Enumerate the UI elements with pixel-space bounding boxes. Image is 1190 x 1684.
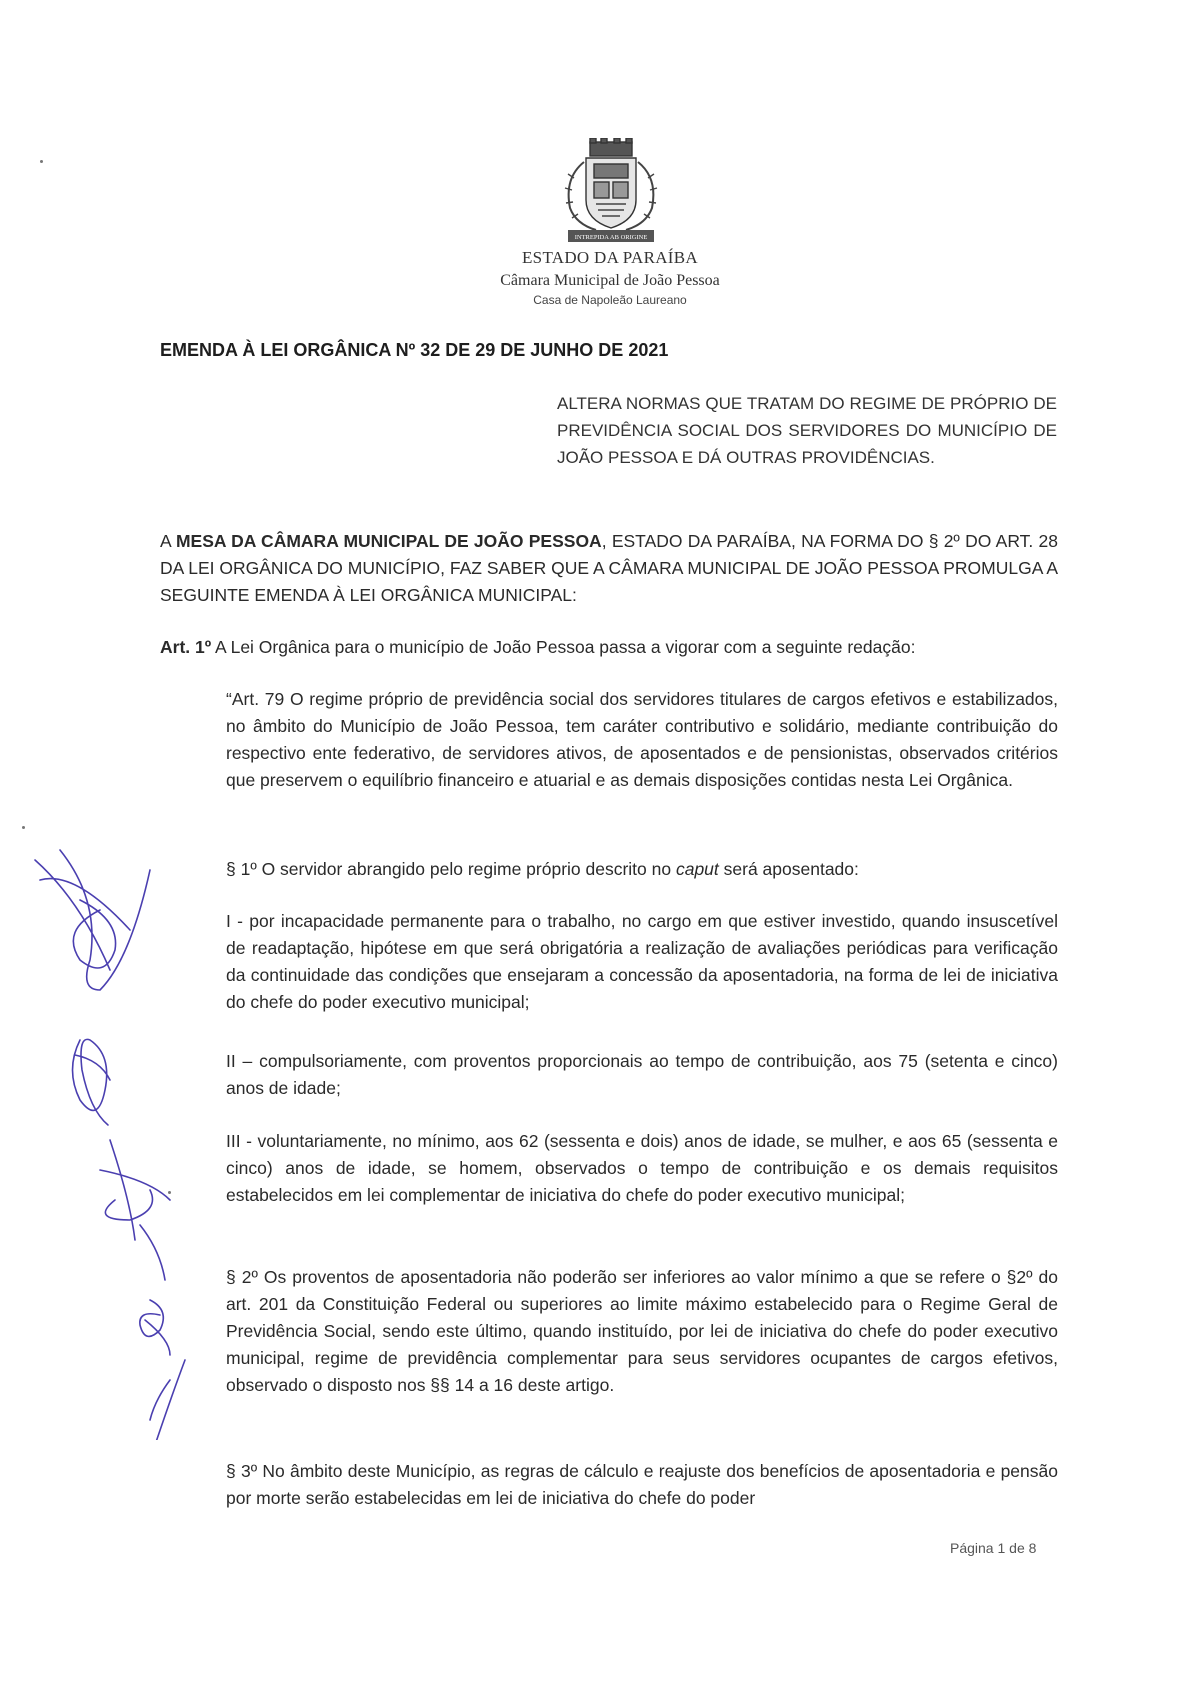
page-number: Página 1 de 8 bbox=[950, 1540, 1037, 1556]
preamble-rest: , ESTADO DA PARAÍBA, NA FORMA DO § 2º DO ART. 28 DA LEI ORGÂNICA DO MUNICÍPIO, FAZ SABER QUE A CÂMARA MUNICIPAL DE JOÃO PESSOA PROMULGA A SEGUINTE EMENDA À LEI ORGÂNICA MUNICIPAL: bbox=[160, 531, 1058, 605]
signature-initials-icon bbox=[20, 840, 190, 1440]
stray-mark bbox=[168, 1191, 171, 1194]
preamble-bold: MESA DA CÂMARA MUNICIPAL DE JOÃO PESSOA bbox=[175, 531, 602, 551]
header-house: Casa de Napoleão Laureano bbox=[533, 293, 687, 307]
paragraph-1-italic: caput bbox=[675, 859, 719, 879]
inciso-1: I - por incapacidade permanente para o trabalho, no cargo em que estiver investido, quando insuscetível de readaptação, hipótese em que será obrigatória a realização de avaliações periódicas para verificação da continuidade das condições que ensejaram a concessão da aposentadoria, na forma de lei de iniciativa do chefe do poder executivo municipal; bbox=[226, 911, 1058, 1012]
article-79: “Art. 79 O regime próprio de previdência social dos servidores titulares de cargos efetivos e estabilizados, no âmbito do Município de João Pessoa, tem caráter contributivo e solidário, mediante contribuição do respectivo ente federativo, de servidores ativos, de aposentados e de pensionistas, observados critérios que preservem o equilíbrio financeiro e atuarial e as demais disposições contidas nesta Lei Orgânica. bbox=[226, 689, 1058, 790]
preamble-start: A bbox=[160, 531, 176, 551]
preamble bbox=[160, 528, 1058, 609]
coat-of-arms-icon bbox=[556, 138, 666, 244]
paragraph-1-after: será aposentado: bbox=[718, 859, 859, 879]
document-title: EMENDA À LEI ORGÂNICA Nº 32 DE 29 DE JUNHO DE 2021 bbox=[160, 340, 669, 360]
article-1-text: A Lei Orgânica para o município de João Pessoa passa a vigorar com a seguinte redação: bbox=[211, 637, 916, 657]
ementa: ALTERA NORMAS QUE TRATAM DO REGIME DE PRÓPRIO DE PREVIDÊNCIA SOCIAL DOS SERVIDORES DO MUNICÍPIO DE JOÃO PESSOA E DÁ OUTRAS PROVIDÊNCIAS. bbox=[557, 394, 1057, 467]
stray-mark bbox=[22, 826, 25, 829]
paragraph-1 bbox=[226, 856, 1058, 883]
inciso-3: III - voluntariamente, no mínimo, aos 62 (sessenta e dois) anos de idade, se mulher, e aos 65 (sessenta e cinco) anos de idade, se homem, observados o tempo de contribuição e os demais requisitos estabelecidos em lei complementar de iniciativa do chefe do poder executivo municipal; bbox=[226, 1131, 1058, 1205]
article-1-label: Art. 1º bbox=[160, 637, 212, 657]
paragraph-3: § 3º No âmbito deste Município, as regras de cálculo e reajuste dos benefícios de aposentadoria e pensão por morte serão estabelecidas em lei de iniciativa do chefe do poder bbox=[226, 1461, 1058, 1508]
article-1 bbox=[160, 634, 1058, 661]
header-chamber: Câmara Municipal de João Pessoa bbox=[500, 272, 720, 289]
header-state: ESTADO DA PARAÍBA bbox=[522, 248, 698, 267]
paragraph-1-before: § 1º O servidor abrangido pelo regime próprio descrito no bbox=[226, 859, 676, 879]
paragraph-2: § 2º Os proventos de aposentadoria não poderão ser inferiores ao valor mínimo a que se refere o §2º do art. 201 da Constituição Federal ou superiores ao limite máximo estabelecido para o Regime Geral de Previdência Social, sendo este último, quando instituído, por lei de iniciativa do chefe do poder executivo municipal, regime de previdência complementar para seus servidores ocupantes de cargos efetivos, observado o disposto nos §§ 14 a 16 deste artigo. bbox=[226, 1267, 1058, 1395]
inciso-2: II – compulsoriamente, com proventos proporcionais ao tempo de contribuição, aos 75 (setenta e cinco) anos de idade; bbox=[226, 1051, 1058, 1098]
stray-mark bbox=[40, 160, 43, 163]
crest-motto: INTREPIDA AB ORIGINE bbox=[574, 234, 648, 241]
